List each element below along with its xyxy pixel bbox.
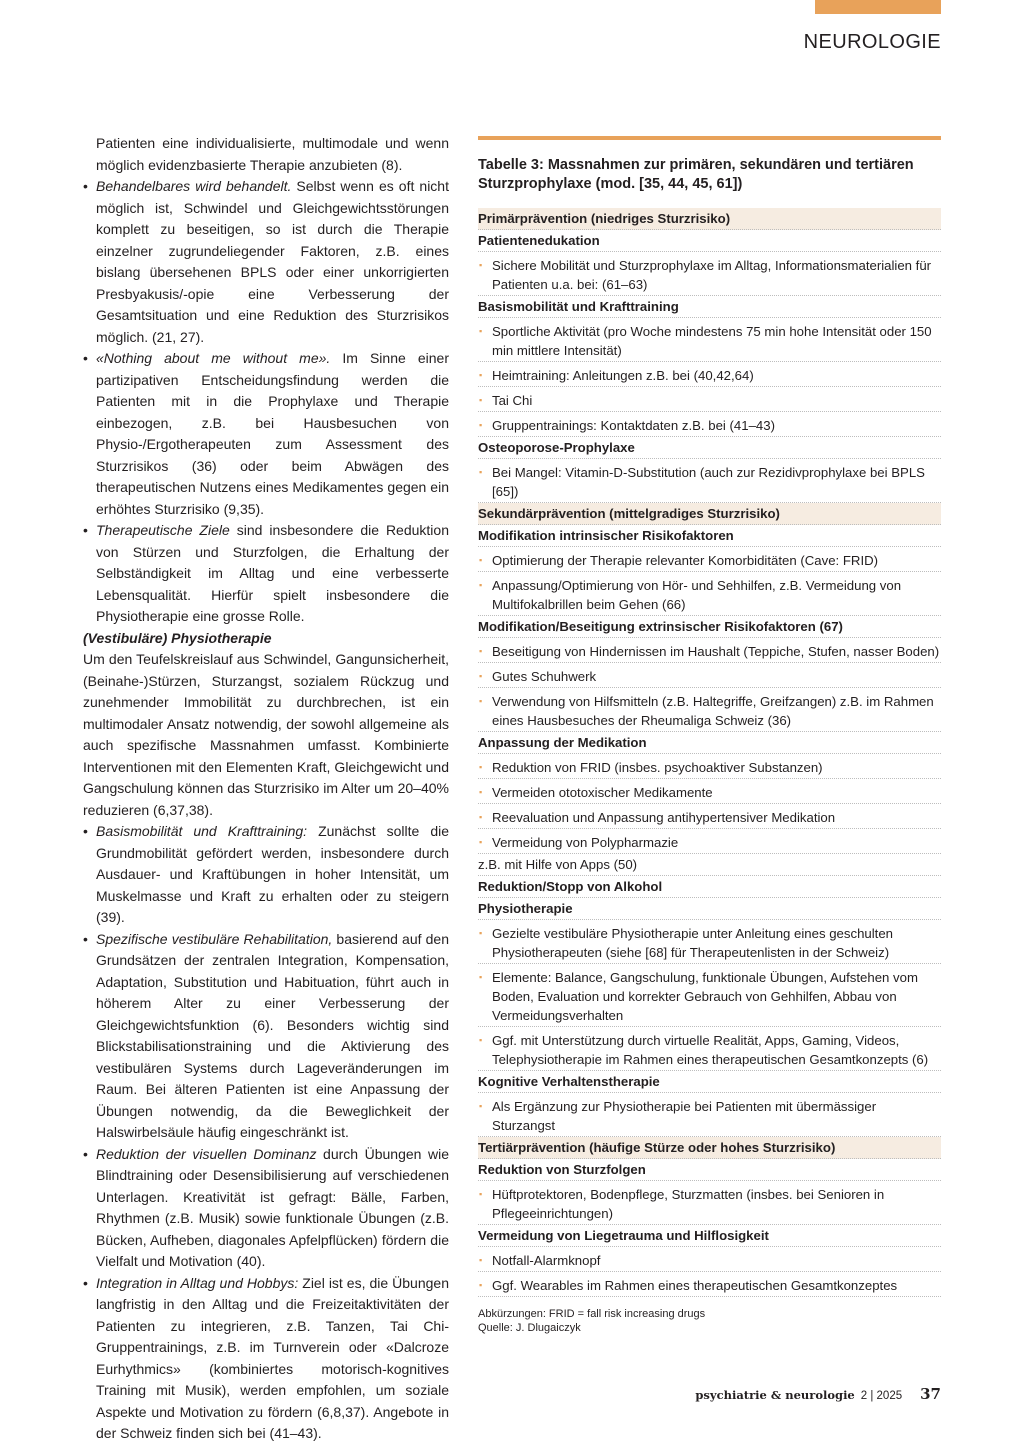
page-number: 37: [920, 1385, 941, 1403]
bullet-lead: «Nothing about me without me».: [96, 350, 331, 366]
bullet-treatable: [83, 176, 449, 348]
bullet-lead: Spezifische vestibuläre Rehabilitation,: [96, 930, 333, 947]
measure-row: ▪ Vermeiden ototoxischer Medikamente: [478, 779, 941, 804]
measure-row: ▪ Elemente: Balance, Gangschulung, funktionale Übungen, Aufstehen vom Boden, Evaluation und korrekter Gebrauch von Gehhilfen, Abbau von Vermeidungsverhalten: [478, 964, 941, 1027]
bullet-lead: Reduktion der visuellen Dominanz: [96, 1145, 317, 1162]
category-row: Patientenedukation: [478, 230, 941, 252]
measure-row: ▪ Sichere Mobilität und Sturzprophylaxe im Alltag, Informationsmaterialien für Patienten u.a. bei: (61–63): [478, 252, 941, 296]
bullet-text: sind insbesondere die Reduktion von Stürzen und Sturzfolgen, die Erhaltung der Selbständigkeit im Alltag und eine verbesserte Lebensqualität. Hierfür spielt insbesondere die Physiotherapie eine grosse Rolle.: [96, 522, 449, 624]
bullet-participation: [83, 348, 449, 520]
measure-row: ▪ Verwendung von Hilfsmitteln (z.B. Haltegriffe, Greifzangen) z.B. im Rahmen eines Hausbesuches der Rheumaliga Schweiz (36): [478, 688, 941, 732]
section-heading: (Vestibuläre) Physiotherapie: [83, 629, 272, 646]
measure-row: ▪ Hüftprotektoren, Bodenpflege, Sturzmatten (insbes. bei Senioren in Pflegeeinrichtungen): [478, 1181, 941, 1225]
measure-row: ▪ Notfall-Alarmknopf: [478, 1247, 941, 1272]
table-3: [478, 136, 941, 1335]
measure-row: ▪ Heimtraining: Anleitungen z.B. bei (40,42,64): [478, 362, 941, 387]
bullet-vestibular-rehab: [83, 929, 449, 1144]
measure-row: ▪ Als Ergänzung zur Physiotherapie bei Patienten mit übermässiger Sturzangst: [478, 1093, 941, 1137]
left-column: [83, 133, 449, 1445]
measure-row: ▪ Optimierung der Therapie relevanter Komorbiditäten (Cave: FRID): [478, 547, 941, 572]
bullet-lead: Integration in Alltag und Hobbys:: [96, 1274, 299, 1291]
paragraph-continuation: Patienten eine individualisierte, multimodale und wenn möglich evidenzbasierte Therapie anzubieten (8).: [96, 135, 449, 173]
measure-row: ▪ Reduktion von FRID (insbes. psychoaktiver Substanzen): [478, 754, 941, 779]
measure-row: ▪ Beseitigung von Hindernissen im Haushalt (Teppiche, Stufen, nasser Boden): [478, 638, 941, 663]
journal-name: psychiatrie & neurologie: [695, 1388, 855, 1402]
page-footer: [695, 1385, 941, 1403]
measure-row: ▪ Gutes Schuhwerk: [478, 663, 941, 688]
category-row: Reduktion von Sturzfolgen: [478, 1159, 941, 1181]
measure-row: ▪ Reevaluation und Anpassung antihypertensiver Medikation: [478, 804, 941, 829]
category-row: Modifikation/Beseitigung extrinsischer Risikofaktoren (67): [478, 616, 941, 638]
category-row: Basismobilität und Krafttraining: [478, 296, 941, 318]
bullet-text: durch Übungen wie Blindtraining oder Desensibilisierung auf verschiedenen Unterlagen. Kreativität ist gefragt: Bälle, Farben, Rhythmen (z.B. Musik) sowie funktionale Übungen (z.B. Bücken, Aufheben, diagonales Apfelpflücken) fördern die Vielfalt und Motivation (40).: [96, 1145, 450, 1269]
bullet-integration: [83, 1273, 449, 1445]
measure-row: ▪ Sportliche Aktivität (pro Woche mindestens 75 min hohe Intensität oder 150 min mittlere Intensität): [478, 318, 941, 362]
table-title: Tabelle 3: Massnahmen zur primären, sekundären und tertiären Sturzprophylaxe (mod. [35, 44, 45, 61]): [478, 157, 914, 192]
category-row: Reduktion/Stopp von Alkohol: [478, 876, 941, 898]
measure-row: ▪ Tai Chi: [478, 387, 941, 412]
bullet-visual-dominance: [83, 1144, 449, 1273]
category-row: Anpassung der Medikation: [478, 732, 941, 754]
table-top-rule: [478, 136, 941, 140]
bullet-text: Im Sinne einer partizipativen Entscheidungsfindung werden die Patienten mit in die Prophylaxe und Therapie einbezogen, z.B. bei Hausbesuchen von Physio-/Ergotherapeuten zum Assessment des Sturzrisikos (36) oder beim Abwägen des therapeutischen Nutzens eines Medikamentes gegen ein erhöhtes Sturzrisiko (9,35).: [96, 350, 449, 517]
bullet-text: basierend auf den Grundsätzen der zentralen Integration, Kompensation, Adaptation, Substitution und Habituation, führt auch in höherem Alter zu einer Verbesserung der Gleichgewichtsfunktion (6). Besonders wichtig sind Blickstabilisationstraining und die Aktivierung des vestibulären Systems durch Lageveränderungen im Raum. Bei älteren Patienten ist eine Anpassung der Übungen notwendig, da die Beweglichkeit der Halswirbelsäule häufig eingeschränkt ist.: [96, 930, 449, 1140]
section-label: NEUROLOGIE: [803, 31, 941, 53]
measure-row: ▪ Bei Mangel: Vitamin-D-Substitution (auch zur Rezidivprophylaxe bei BPLS [65]): [478, 459, 941, 503]
table-body: [478, 208, 941, 1297]
accent-bar: [815, 0, 941, 14]
bullet-lead: Behandelbares wird behandelt.: [96, 178, 292, 194]
bullet-goals: [83, 520, 449, 628]
measure-row: ▪ Gruppentrainings: Kontaktdaten z.B. bei (41–43): [478, 412, 941, 437]
category-row: Kognitive Verhaltenstherapie: [478, 1071, 941, 1093]
measure-row: ▪ Ggf. Wearables im Rahmen eines therapeutischen Gesamtkonzeptes: [478, 1272, 941, 1297]
bullet-text: Selbst wenn es oft nicht möglich ist, Schwindel und Gleichgewichtsstörungen komplett zu beseitigen, so ist durch die Therapie einzelner zugrundeliegender Faktoren, z.B. eines bislang übersehenen BPLS oder einer unkorrigierten Presbyakusis/-opie eine Verbesserung der Gesamtsituation und eine Reduktion des Sturzrisikos möglich. (21, 27).: [96, 178, 449, 345]
measure-row: ▪ Anpassung/Optimierung von Hör- und Sehhilfen, z.B. Vermeidung von Multifokalbrillen beim Gehen (66): [478, 572, 941, 616]
issue-number: 2 | 2025: [860, 1390, 903, 1402]
category-row: Physiotherapie: [478, 898, 941, 920]
bullet-text: Zunächst sollte die Grundmobilität gefördert werden, insbesondere durch Ausdauer- und Kraftübungen in hoher Intensität, um Muskelmasse und Kraft zu erhalten oder zu steigern (39).: [96, 823, 449, 925]
prevention-level-row: Primärprävention (niedriges Sturzrisiko): [478, 208, 941, 230]
bullet-lead: Basismobilität und Krafttraining:: [96, 823, 308, 839]
measure-row: ▪ Ggf. mit Unterstützung durch virtuelle Realität, Apps, Gaming, Videos, Telephysiotherapie im Rahmen eines therapeutischen Gesamtkonzepts (6): [478, 1027, 941, 1071]
measure-row: ▪ Vermeidung von Polypharmazie: [478, 829, 941, 854]
bullet-basic-mobility: [83, 821, 449, 929]
table-abbreviations: Abkürzungen: FRID = fall risk increasing drugs: [478, 1308, 706, 1320]
measure-row: z.B. mit Hilfe von Apps (50): [478, 854, 941, 876]
table-source: Quelle: J. Dlugaiczyk: [478, 1322, 581, 1334]
category-row: Modifikation intrinsischer Risikofaktoren: [478, 525, 941, 547]
bullet-lead: Therapeutische Ziele: [96, 522, 230, 538]
paragraph-intro: Um den Teufelskreislauf aus Schwindel, Gangunsicherheit, (Beinahe-)Stürzen, Sturzangst, sozialem Rückzug und zunehmender Immobilität zu durchbrechen, ist ein multimodaler Ansatz notwendig, der sowohl allgemeine als auch spezifische Massnahmen umfasst. Kombinierte Interventionen mit den Elementen Kraft, Gleichgewicht und Gangschulung können das Sturzrisiko im Alter um 20–40% reduzieren (6,37,38).: [83, 651, 449, 818]
bullet-text: Ziel ist es, die Übungen langfristig in den Alltag und die Freizeitaktivitäten der Patienten zu integrieren, z.B. Tanzen, Tai Chi-Gruppentrainings, z.B. im Turnverein oder «Dalcroze Eurhythmics» (kombiniertes motorisch-kognitives Training mit Musik), werden empfohlen, um soziale Aspekte und Motivation zu fördern (6,8,37). Angebote in der Schweiz finden sich bei (41–43).: [96, 1274, 449, 1441]
category-row: Vermeidung von Liegetrauma und Hilflosigkeit: [478, 1225, 941, 1247]
prevention-level-row: Tertiärprävention (häufige Stürze oder hohes Sturzrisiko): [478, 1137, 941, 1159]
prevention-level-row: Sekundärprävention (mittelgradiges Sturzrisiko): [478, 503, 941, 525]
category-row: Osteoporose-Prophylaxe: [478, 437, 941, 459]
measure-row: ▪ Gezielte vestibuläre Physiotherapie unter Anleitung eines geschulten Physiotherapeuten (siehe [68] für Therapeutenlisten in der Schweiz): [478, 920, 941, 964]
